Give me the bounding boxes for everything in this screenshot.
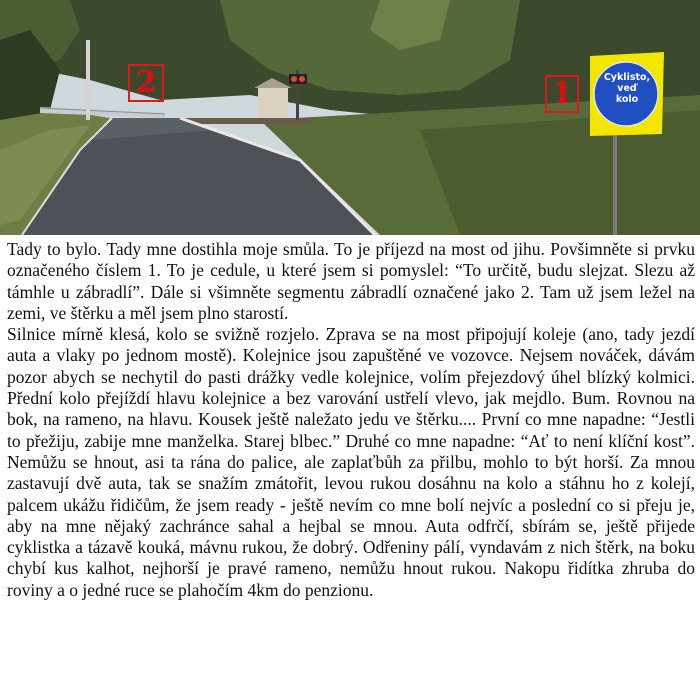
sign-line: Cyklisto, bbox=[603, 72, 651, 83]
sign-line: kolo bbox=[615, 94, 639, 105]
road-photo bbox=[0, 0, 700, 235]
story-paragraph: Silnice mírně klesá, kolo se svižně rozjelo. Zprava se na most připojují koleje (ano, tady jezdí auta a vlaky po jednom mostě). Kolejnice jsou zapuštěné ve vozovce. Nejsem nováček, dávám pozor abych se nechytil do pasti drážky vedle kolejnice, volím přejezdový úhel blízký kolmici. Přední kolo přejíždí hlavu kolejnice a bez varování ustřelí vlevo, jak mejdlo. Bum. Rovnou na bok, na rameno, na hlavu. Kousek ještě naležato jedu ve štěrku.... První co mne napadne: “Jestli to přežiju, zabije mne manželka. Starej blbec.” Druhé co mne napadne: “Ať to není klíční kost”. Nemůžu se hnout, asi ta rána do palice, ale zaplaťbůh za přilbu, mohlo to být horší. Za mnou zastavují dvě auta, tak se snažím zmátořit, levou rukou dosáhnu na kolo a stáhnu ho z kolejí, palcem ukážu řidičům, že jsem ready - ještě nevím co mne bolí nejvíc a poslední co si přeju je, aby na mne nějaký zachránce sahal a hejbal se mnou. Auta odfrčí, sbírám se, ještě přijede cyklistka a tázavě kouká, mávnu rukou, že dobrý. Odřeniny pálí, vyndavám z nich štěrk, na boku chybí kus kalhot, nejhorší je pravé rameno, nemůžu hnout rukou. Nakopu řidítka zhruba do roviny a o jedné ruce se plahočím 4km do penzionu. bbox=[7, 324, 695, 600]
road-scene bbox=[0, 0, 700, 235]
story-paragraph: Tady to bylo. Tady mne dostihla moje smůla. To je příjezd na most od jihu. Povšimněte si prvku označeného číslem 1. To je cedule, u které jsem si pomyslel: “To určitě, budu slejzat. Slezu až támhle u zábradlí”. Dále si všimněte segmentu zábradlí označené jako 2. Tam už jsem ležel na zemi, ve štěrku a měl jsem plno starostí. bbox=[7, 239, 695, 323]
story-text bbox=[7, 239, 695, 601]
marker-2: 2 bbox=[128, 64, 164, 102]
sign-line: veď bbox=[617, 83, 637, 94]
marker-1: 1 bbox=[545, 75, 579, 113]
cyclist-sign-text bbox=[592, 72, 662, 105]
